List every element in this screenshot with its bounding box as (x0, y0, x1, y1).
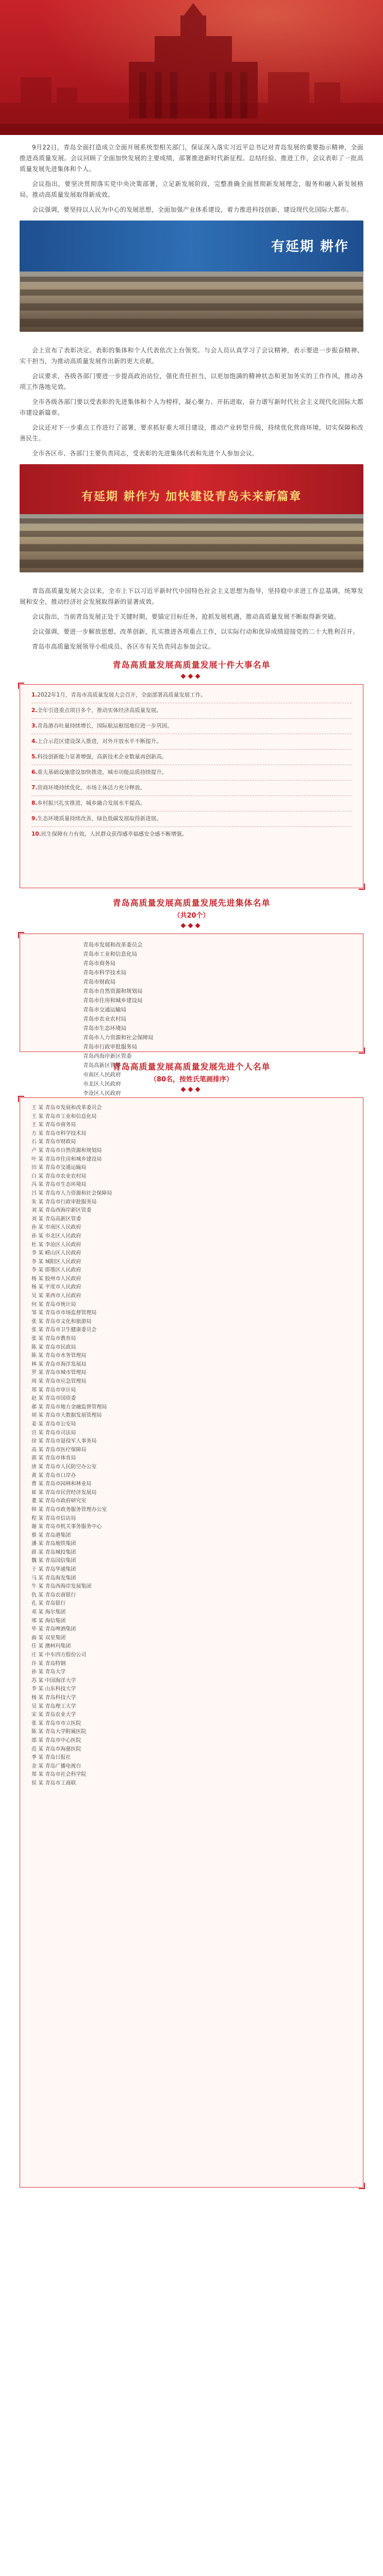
person-item: 王 某 青岛市商务局 (31, 1122, 76, 1128)
person-item: 李 某 崂山区人民政府 (31, 1250, 81, 1257)
people-section-title: 青岛高质量发展高质量发展先进个人名单 (112, 1062, 271, 1072)
person-item: 何 某 青岛市统计局 (31, 1301, 76, 1308)
building-skyline-icon (0, 0, 383, 135)
event-item (31, 830, 352, 839)
person-item: 马 某 青岛海发集团 (31, 1575, 76, 1581)
person-item: 许 某 青岛特钢 (31, 1660, 66, 1667)
event-number: 6. (31, 769, 38, 775)
group-item: 青岛市住房和城乡建设局 (83, 997, 143, 1004)
group-item: 青岛市商务局 (83, 960, 115, 967)
person-item: 郝 某 青岛市地方金融监督管理局 (31, 1404, 107, 1410)
person-item: 吕 某 青岛市人力资源和社会保障局 (31, 1190, 112, 1196)
article-paragraph: 全市各区市、各部门主要负责同志，受表彰的先进集体代表和先进个人参加会议。 (32, 450, 259, 457)
person-item: 朱 某 青岛市行政审批服务局 (31, 1199, 97, 1205)
event-divider (31, 749, 352, 750)
article-body (0, 135, 383, 215)
group-item: 青岛市发展和改革委员会 (83, 942, 143, 948)
article-paragraph: 9月22日，青岛全面打造成立全面开展系统型相关部门，保证深入落实习近平总书记对青岛发展的重要指示精神，全面推进高质量发展。会议回顾了全面加快发展的主要成绩，部署推进新时代新征程。总结经验、推进工作，会议表彰了一批高质量发展先进集体和个人。 (20, 144, 363, 173)
person-item: 曹 某 青岛市园林和林业局 (31, 1481, 92, 1487)
person-item: 李 某 即墨区人民政府 (31, 1267, 81, 1274)
person-item: 蔡 某 青岛港集团 (31, 1532, 71, 1538)
event-text: 上合示范区建设深入推进，对外开放水平不断提升。 (37, 738, 162, 744)
event-item (31, 768, 352, 777)
person-item: 方 某 青岛市科学技术局 (31, 1130, 87, 1137)
event-item (31, 815, 352, 823)
event-item (31, 722, 352, 731)
section-divider: ◆◆◆ (180, 922, 203, 929)
article-paragraph: 会议要求，各级各部门要进一步提高政治站位，强化责任担当，以更加饱满的精神状态和更加务实的工作作风，推动各项工作落地见效。 (20, 372, 363, 391)
event-number: 9. (31, 816, 38, 822)
event-divider (31, 795, 352, 796)
person-item: 张 某 青岛市教育局 (31, 1336, 76, 1342)
person-item: 高 某 青岛市医疗保障局 (31, 1447, 87, 1453)
person-item: 林 某 青岛市海洋发展局 (31, 1361, 87, 1367)
person-item: 潘 某 青岛地铁集团 (31, 1541, 76, 1547)
person-item: 周 某 青岛市应急管理局 (31, 1379, 87, 1384)
people-box (20, 1097, 363, 2188)
event-item (31, 691, 352, 700)
person-item: 邵 某 青岛市中心医院 (31, 1737, 81, 1743)
photo-slogan: 有延期 耕作为 加快建设青岛未来新篇章 (81, 490, 302, 503)
article-paragraph: 全市各级各部门要以受表彰的先进集体和个人为榜样，凝心聚力、开拓进取，奋力谱写新时代社会主义现代化国际大都市建设新篇章。 (20, 398, 363, 416)
person-item: 杨 某 青岛科技大学 (31, 1694, 76, 1701)
person-item: 田 某 青岛市交通运输局 (31, 1165, 87, 1171)
person-item: 吴 某 莱西市人民政府 (31, 1293, 81, 1299)
section-divider: ◆◆◆ (180, 672, 203, 680)
event-number: 2. (31, 707, 38, 714)
person-item: 刘 某 青岛高新区管委 (31, 1216, 81, 1222)
person-item: 陈 某 青岛大学附属医院 (31, 1729, 87, 1735)
person-item: 郭 某 青岛市体育局 (31, 1455, 76, 1462)
groups-section-title: 青岛高质量发展高质量发展先进集体名单 (112, 898, 271, 908)
group-item: 青岛市交通运输局 (83, 1007, 126, 1013)
person-item: 王 某 青岛市工业和信息化局 (31, 1113, 97, 1120)
event-text: 民生保障有力有效，人民群众获得感幸福感安全感不断增强。 (41, 831, 188, 837)
section-divider: ◆◆◆ (180, 1086, 203, 1093)
group-item: 青岛市农业农村局 (83, 1016, 126, 1022)
event-number: 4. (31, 738, 38, 744)
person-item: 张 某 青岛市卫生健康委员会 (31, 1327, 97, 1333)
meeting-photo (20, 221, 363, 332)
person-item: 冯 某 青岛市生态环境局 (31, 1182, 87, 1188)
person-item: 叶 某 青岛市住房和城乡建设局 (31, 1156, 102, 1162)
event-text: 全年引进重点项目多个，推动实体经济高质量发展。 (37, 707, 162, 714)
person-item: 郑 某 青岛市社会科学院 (31, 1772, 87, 1778)
group-item: 市南区人民政府 (83, 1072, 121, 1078)
person-item: 黄 某 青岛市口岸办 (31, 1472, 76, 1479)
group-item: 青岛市工业和信息化局 (83, 951, 137, 957)
article-paragraph: 会议指出，当前青岛发展正处于关键时期，要锚定目标任务，抢抓发展机遇，推动高质量发展不断取得新突破。 (32, 613, 340, 620)
group-item: 李沧区人民政府 (83, 1090, 121, 1096)
person-item: 宫 某 青岛市司法局 (31, 1430, 76, 1436)
group-item: 青岛市行政审批服务局 (83, 1044, 137, 1050)
person-item: 刘 某 青岛西海岸新区管委 (31, 1208, 92, 1214)
event-item (31, 753, 352, 761)
group-item: 青岛市财政局 (83, 979, 115, 985)
person-item: 白 某 青岛市农业农村局 (31, 1173, 87, 1179)
person-item: 宋 某 青岛农业大学 (31, 1712, 76, 1718)
person-item: 仇 某 青岛农商银行 (31, 1592, 76, 1598)
event-item (31, 799, 352, 808)
article-paragraph: 青岛高质量发展大会以来，全市上下以习近平新时代中国特色社会主义思想为指导，坚持稳中求进工作总基调，统筹发展和安全，推动经济社会发展取得新的显著成效。 (20, 587, 363, 605)
person-item: 罗 某 青岛市城市管理局 (31, 1370, 87, 1376)
person-item: 张 某 青岛市文化和旅游局 (31, 1318, 92, 1325)
event-item (31, 737, 352, 746)
person-item: 任 某 澳柯玛集团 (31, 1643, 71, 1650)
article-body-2 (0, 338, 383, 459)
events-box (20, 684, 363, 888)
events-section-title: 青岛高质量发展高质量发展十件大事名单 (112, 660, 271, 670)
person-item: 韩 某 青岛市政务服务管理办公室 (31, 1506, 107, 1513)
person-item: 曲 某 双星集团 (31, 1635, 66, 1641)
person-item: 杨 某 胶州市人民政府 (31, 1276, 81, 1282)
person-item: 张 某 青岛市市立医院 (31, 1720, 81, 1726)
person-item: 杨 某 平度市人民政府 (31, 1284, 81, 1291)
event-text: 科技创新能力显著增强，高新技术企业数量再创新高。 (37, 754, 168, 760)
person-item: 孙 某 市南区人民政府 (31, 1225, 81, 1231)
event-divider (31, 826, 352, 827)
person-item: 孔 某 青岛银行 (31, 1601, 66, 1607)
person-item: 石 某 青岛市财政局 (31, 1139, 76, 1145)
header-banner (0, 0, 383, 135)
people-section-count: （80名，按姓氏笔画排序） (149, 1076, 234, 1083)
event-number: 10. (31, 831, 41, 837)
person-item: 谢 某 青岛市机关事务服务中心 (31, 1524, 102, 1530)
person-item: 徐 某 青岛市退役军人事务局 (31, 1438, 97, 1445)
person-item: 苏 某 中国海洋大学 (31, 1677, 76, 1684)
person-item: 侯 某 青岛市工商联 (31, 1780, 76, 1786)
event-item (31, 706, 352, 715)
person-item: 李 某 城阳区人民政府 (31, 1259, 81, 1265)
person-item: 于 某 青岛华通集团 (31, 1567, 76, 1573)
person-item: 孙 某 青岛大学 (31, 1669, 66, 1675)
event-text: 生态环境质量持续改善，绿色低碳发展取得新进展。 (37, 816, 162, 822)
event-number: 1. (31, 692, 38, 698)
person-item: 陈 某 青岛市民政局 (31, 1344, 76, 1350)
group-item: 青岛市人力资源和社会保障局 (83, 1035, 154, 1041)
event-divider (31, 718, 352, 719)
groups-section-count: （共20个） (173, 912, 210, 920)
event-number: 5. (31, 754, 38, 760)
person-item: 牛 某 青岛西海岸发展集团 (31, 1584, 92, 1590)
person-item: 李 某 山东科技大学 (31, 1686, 76, 1692)
event-text: 营商环境持续优化，市场主体活力充分释放。 (37, 785, 146, 791)
event-text: 青岛港吞吐量持续增长，国际航运枢纽地位进一步巩固。 (37, 723, 173, 729)
event-number: 8. (31, 800, 38, 806)
group-item: 市北区人民政府 (83, 1081, 121, 1087)
group-item: 青岛西海岸新区管委 (83, 1053, 132, 1059)
person-item: 季 某 青岛日报社 (31, 1755, 71, 1761)
person-item: 金 某 青岛广播电视台 (31, 1763, 81, 1769)
audience-rows-icon (20, 514, 363, 572)
article-paragraph: 会议还对下一步重点工作进行了部署，要求抓好重大项目建设，推动产业转型升级，持续优化营商环境，切实保障和改善民生。 (20, 424, 363, 442)
person-item: 魏 某 青岛国信集团 (31, 1558, 76, 1564)
event-text: 2022年1月，青岛市高质量发展大会召开，全面部署高质量发展工作。 (37, 692, 206, 698)
event-number: 7. (31, 785, 38, 791)
article-paragraph: 会议强调，要坚持以人民为中心的发展思想，全面加强产业体系建设，着力推进科技创新，建设现代化国际大都市。 (32, 206, 353, 213)
event-divider (31, 780, 352, 781)
person-item: 邹 某 青岛市市场监督管理局 (31, 1310, 97, 1316)
person-item: 郑 某 青岛市审计局 (31, 1387, 76, 1393)
person-item: 杜 某 李沧区人民政府 (31, 1242, 81, 1248)
group-item: 青岛高新区管委 (83, 1062, 121, 1069)
article-paragraph: 会上宣布了表彰决定。表彰的集体和个人代表依次上台领奖。与会人员认真学习了会议精神，表示要进一步振奋精神、实干担当，为推动高质量发展作出新的更大贡献。 (20, 347, 363, 365)
group-item: 青岛市生态环境局 (83, 1025, 126, 1031)
person-item: 王 某 青岛市发展和改革委员会 (31, 1105, 102, 1111)
article-paragraph: 青岛市高质量发展领导小组成员、各区市有关负责同志参加会议。 (32, 643, 214, 650)
person-item: 毕 某 青岛啤酒集团 (31, 1626, 76, 1633)
article-body-3 (0, 579, 383, 652)
person-item: 卢 某 青岛市自然资源和规划局 (31, 1147, 102, 1154)
group-item: 青岛市自然资源和规划局 (83, 988, 143, 994)
person-item: 邓 某 海尔集团 (31, 1609, 66, 1616)
person-item: 薛 某 青岛城投集团 (31, 1549, 76, 1555)
person-item: 孙 某 市北区人民政府 (31, 1233, 81, 1239)
audience-rows-icon (20, 272, 363, 332)
person-item: 赵 某 青岛市国资委 (31, 1396, 76, 1402)
event-text: 重大基础设施建设加快推进，城市功能品质持续提升。 (37, 769, 168, 775)
person-item: 庄 某 中车四方股份公司 (31, 1652, 87, 1658)
person-item: 胡 某 青岛市大数据发展管理局 (31, 1413, 102, 1419)
person-item: 陈 某 青岛市水务管理局 (31, 1353, 87, 1359)
person-item: 姜 某 青岛市公安局 (31, 1421, 76, 1427)
event-item (31, 784, 352, 792)
person-item: 邢 某 海信集团 (31, 1618, 66, 1624)
article-paragraph: 会议指出，要坚决贯彻落实党中央决策部署，立足新发展阶段，完整准确全面贯彻新发展理念，服务和融入新发展格局。推动高质量发展取得新成效。 (20, 180, 363, 198)
person-item: 崔 某 青岛市民营经济发展局 (31, 1489, 97, 1496)
person-item: 范 某 青岛市海慈医院 (31, 1746, 81, 1752)
group-item: 青岛市科学技术局 (83, 970, 126, 976)
event-number: 3. (31, 723, 38, 729)
person-item: 吴 某 青岛理工大学 (31, 1703, 76, 1709)
meeting-photo (20, 464, 363, 572)
event-text: 乡村振兴扎实推进，城乡融合发展水平提高。 (37, 800, 146, 806)
person-item: 唐 某 青岛市人民防空办公室 (31, 1464, 97, 1470)
person-item: 程 某 青岛市信访局 (31, 1515, 76, 1521)
photo-slogan: 有延期 耕作 (271, 239, 349, 255)
person-item: 董 某 青岛市政府研究室 (31, 1498, 87, 1504)
article-paragraph: 会议强调，要进一步解放思想、改革创新，扎实推进各项重点工作，以实际行动和优异成绩迎接党的二十大胜利召开。 (32, 628, 359, 635)
